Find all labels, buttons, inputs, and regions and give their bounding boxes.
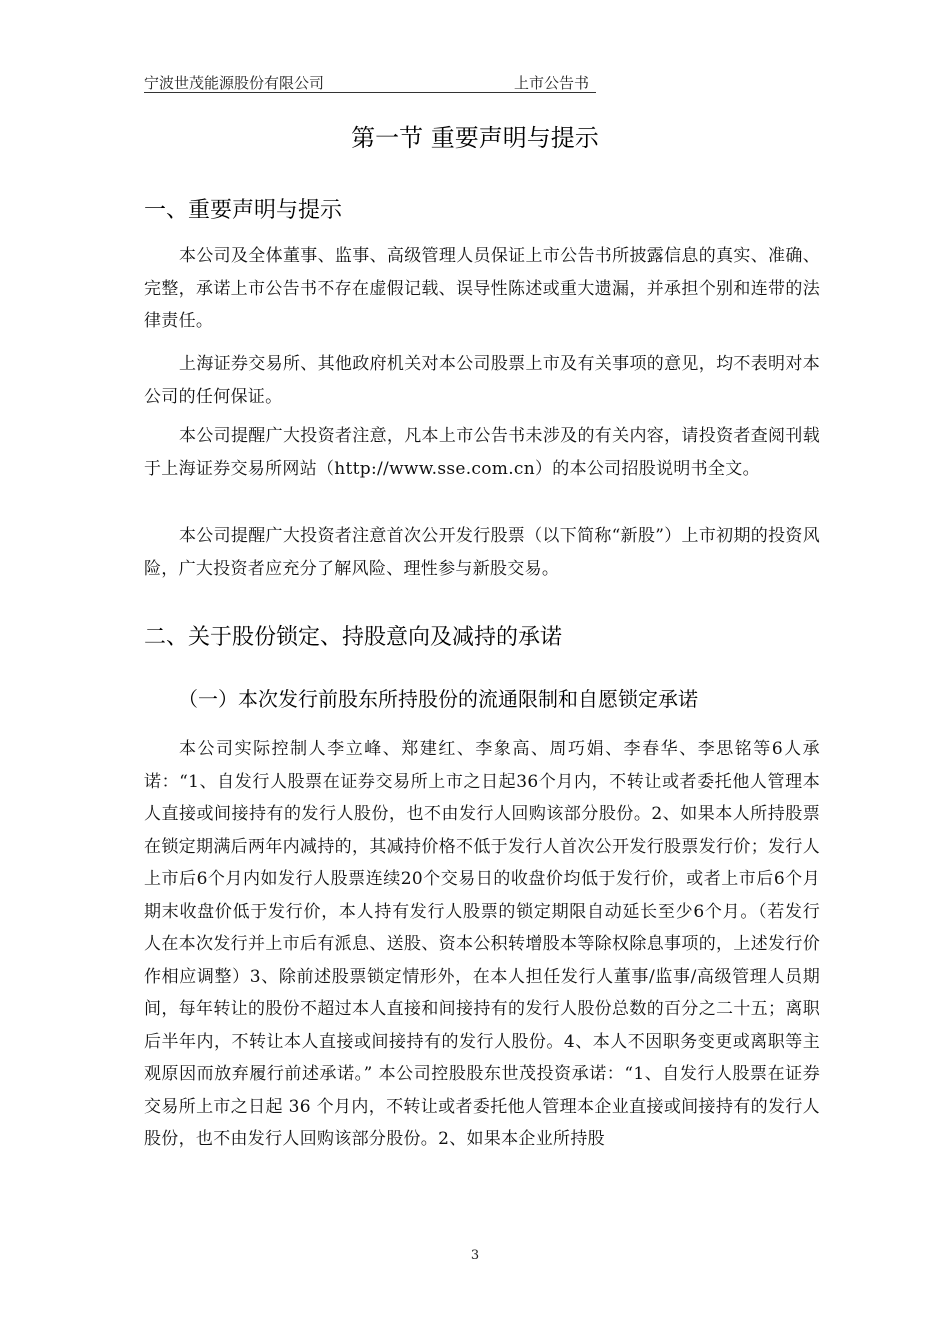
paragraph-3: 本公司提醒广大投资者注意，凡本上市公告书未涉及的有关内容，请投资者查阅刊载于上海证券交易所网站（http://www.sse.com.cn）的本公司招股说明书全文。 — [144, 426, 820, 479]
subheading-lockup-commitment: （一）本次发行前股东所持股份的流通限制和自愿锁定承诺 — [178, 687, 698, 711]
heading-share-lockup: 二、关于股份锁定、持股意向及减持的承诺 — [144, 625, 563, 650]
header-doc-type: 上市公告书 — [514, 74, 590, 92]
section-title: 第一节 重要声明与提示 — [351, 124, 599, 152]
paragraph-4: 本公司提醒广大投资者注意首次公开发行股票（以下简称“新股”）上市初期的投资风险，广大投资者应充分了解风险、理性参与新股交易。 — [144, 526, 820, 579]
paragraph-1: 本公司及全体董事、监事、高级管理人员保证上市公告书所披露信息的真实、准确、完整，承诺上市公告书不存在虚假记载、误导性陈述或重大遗漏，并承担个别和连带的法律责任。 — [144, 246, 820, 331]
page-number: 3 — [470, 1248, 480, 1263]
page-header — [144, 72, 596, 93]
paragraph-2: 上海证券交易所、其他政府机关对本公司股票上市及有关事项的意见，均不表明对本公司的任何保证。 — [144, 354, 820, 407]
paragraph-commitment: 本公司实际控制人李立峰、郑建红、李象高、周巧娟、李春华、李思铭等6人承诺：“1、自发行人股票在证券交易所上市之日起36个月内，不转让或者委托他人管理本人直接或间接持有的发行人股份，也不由发行人回购该部分股份。2、如果本人所持股票在锁定期满后两年内减持的，其减持价格不低于发行人首次公开发行股票发行价；发行人上市后6个月内如发行人股票连续20个交易日的收盘价均低于发行价，或者上市后6个月期末收盘价低于发行价，本人持有发行人股票的锁定期限自动延长至少6个月。（若发行人在本次发行并上市后有派息、送股、资本公积转增股本等除权除息事项的，上述发行价作相应调整）3、除前述股票锁定情形外，在本人担任发行人董事/监事/高级管理人员期间，每年转让的股份不超过本人直接和间接持有的发行人股份总数的百分之二十五；离职后半年内，不转让本人直接或间接持有的发行人股份。4、本人不因职务变更或离职等主观原因而放弃履行前述承诺。” 本公司控股股东世茂投资承诺：“1、自发行人股票在证券交易所上市之日起 36 个月内，不转让或者委托他人管理本企业直接或间接持有的发行人股份，也不由发行人回购该部分股份。2、如果本企业所持股 — [144, 739, 820, 1149]
heading-important-statement: 一、重要声明与提示 — [144, 198, 343, 223]
header-company: 宁波世茂能源股份有限公司 — [144, 74, 325, 92]
